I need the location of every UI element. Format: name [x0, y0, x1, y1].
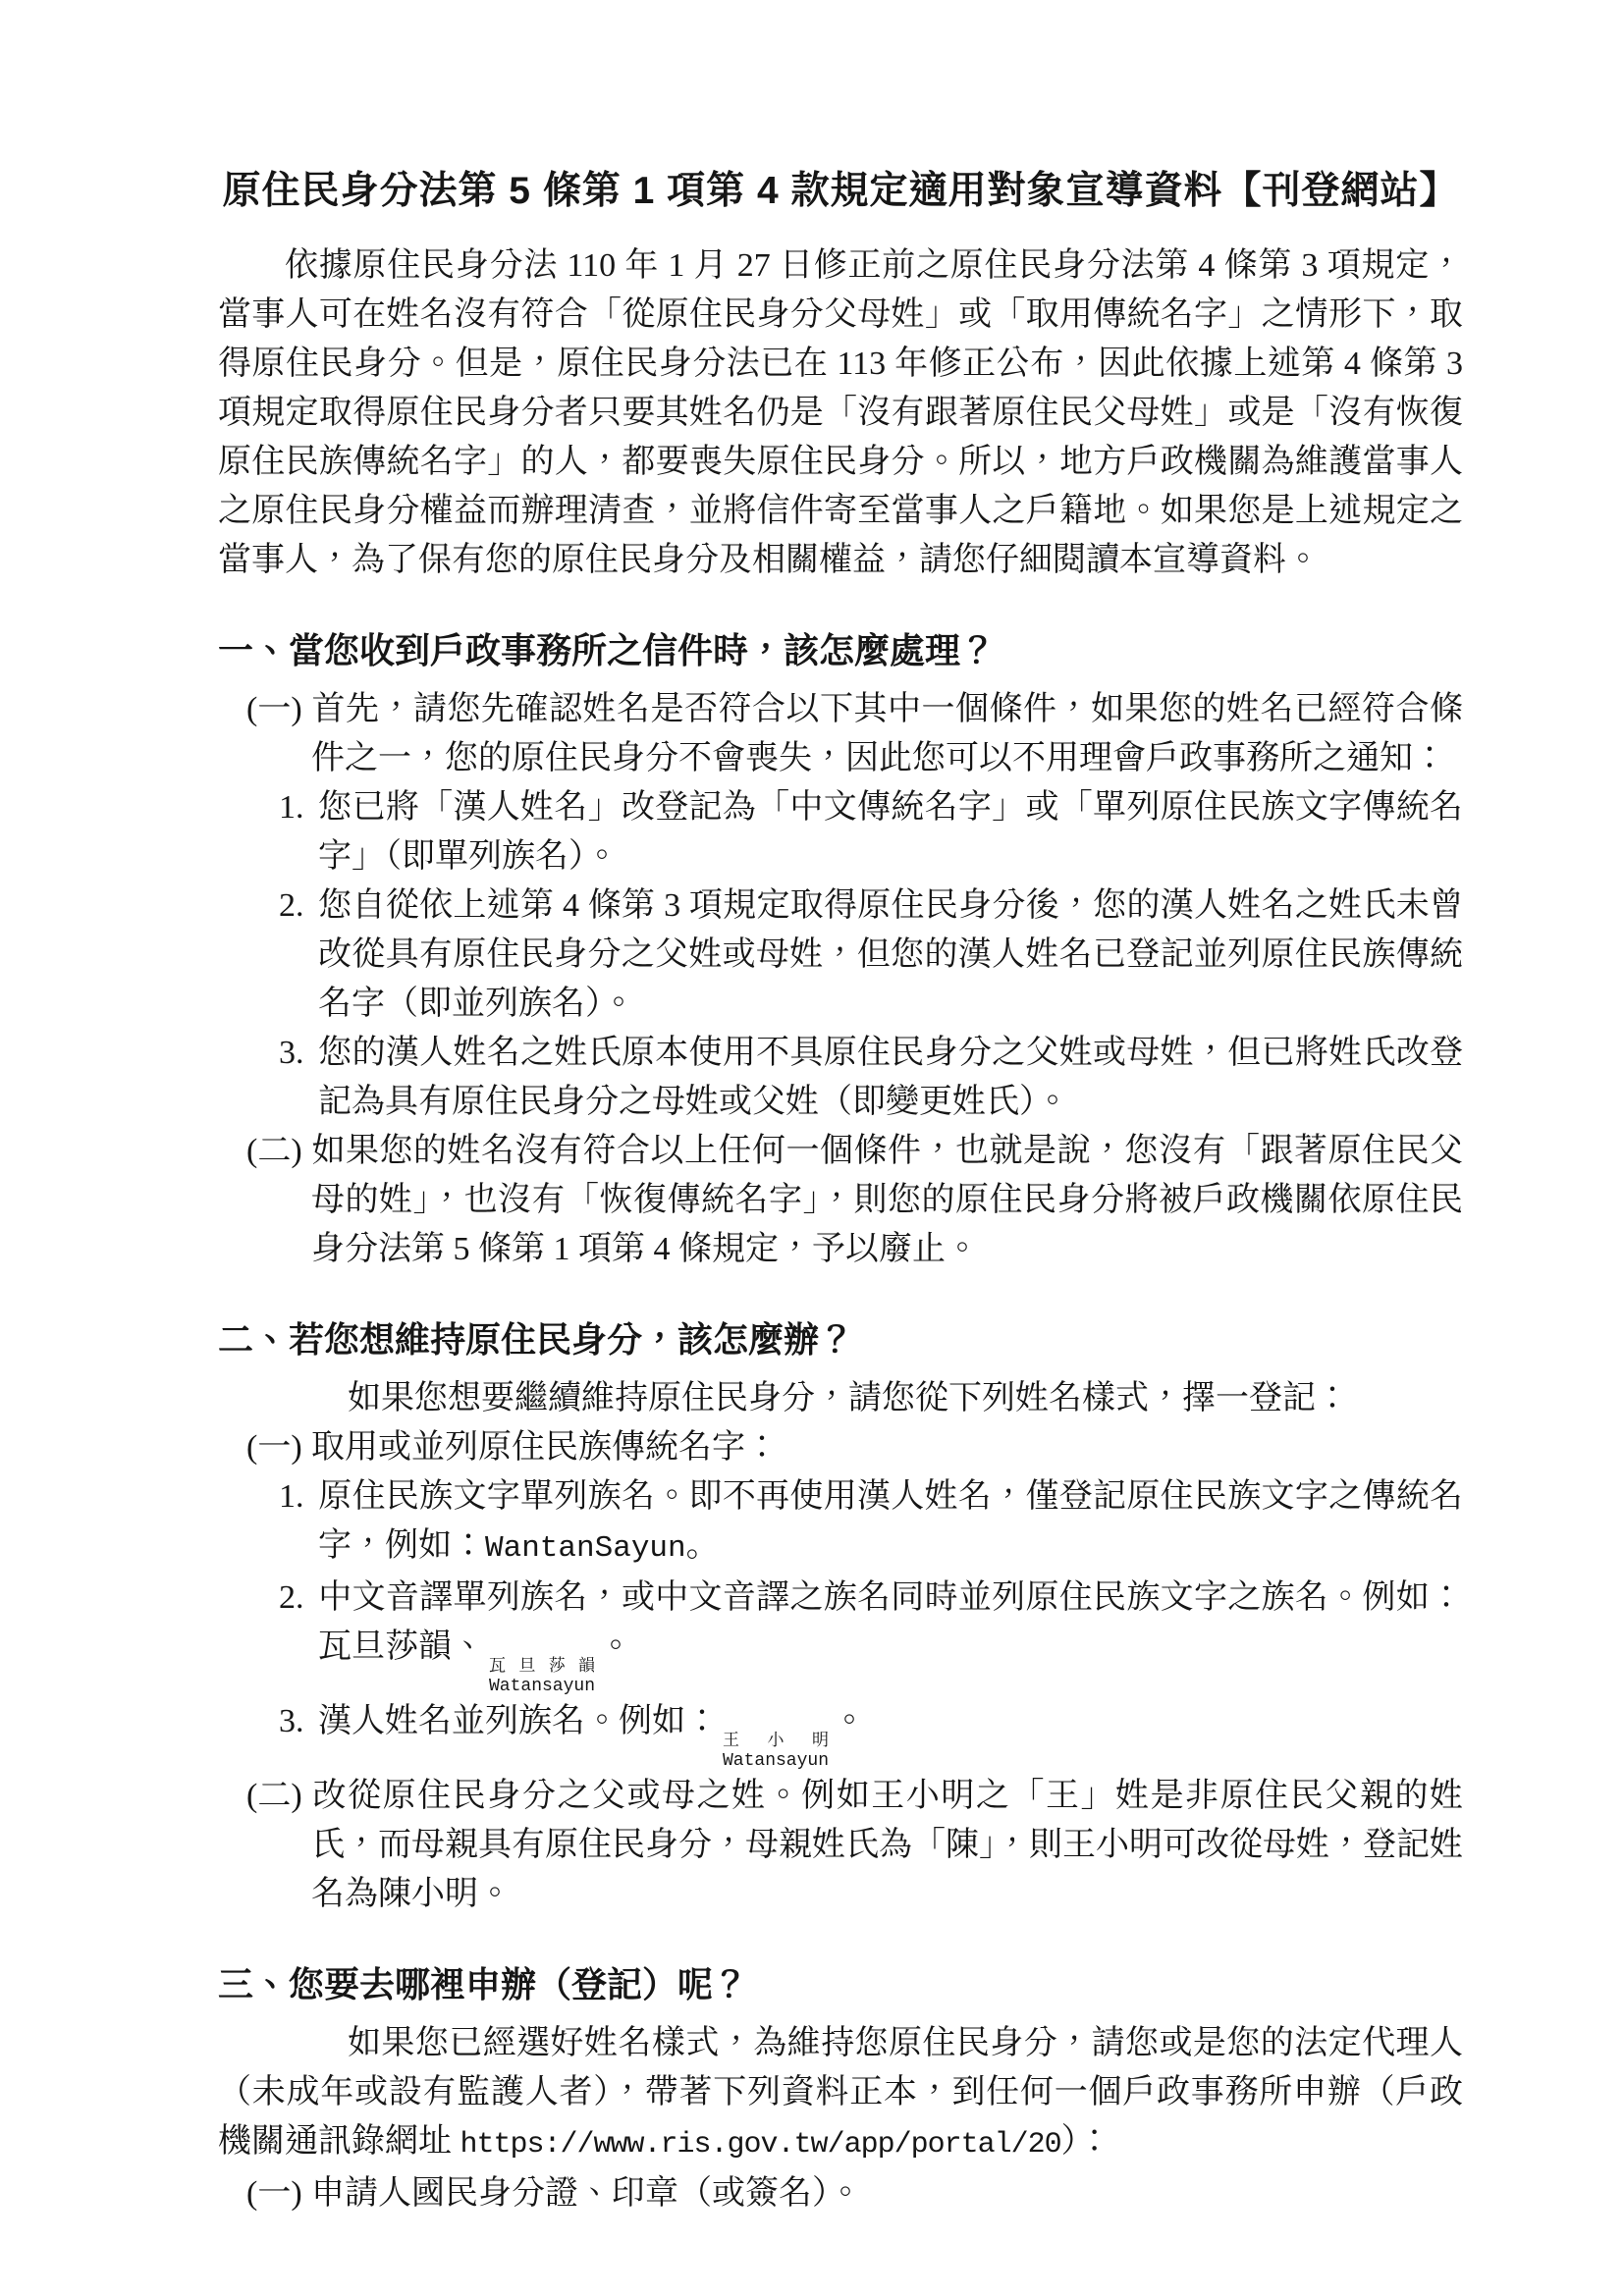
item-marker: (一)	[246, 1429, 302, 1466]
section-1	[218, 626, 1463, 1274]
section-2	[218, 1315, 1463, 1919]
list-item	[218, 1423, 1463, 1472]
ruby-bottom-text: Watansayun	[489, 1677, 596, 1696]
item-text: 中文音譯單列族名，或中文音譯之族名同時並列原住民族文字之族名。例如：瓦旦莎韻、	[318, 1579, 1463, 1665]
ruby-top-text: 王 小 明	[723, 1731, 830, 1749]
section-3	[218, 1960, 1463, 2218]
ruby-bottom-text: Watansayun	[723, 1751, 830, 1771]
item-text: 首先，請您先確認姓名是否符合以下其中一個條件，如果您的姓名已經符合條件之一，您的原住民身分不會喪失，因此您可以不用理會戶政事務所之通知：	[311, 691, 1463, 776]
item-text: 申請人國民身分證、印章（或簽名）。	[311, 2175, 862, 2212]
item-text: 。	[685, 1527, 720, 1564]
intro-text: ）：	[1060, 2123, 1111, 2160]
item-marker: 3.	[279, 1703, 304, 1739]
document-content	[218, 165, 1463, 2218]
item-text: 取用或並列原住民族傳統名字：	[311, 1429, 779, 1466]
intro-text: 如果您已經選好姓名樣式，為維持您原住民身分，請您或是您的法定代理人（未成年或設有監護人者），帶著下列資料正本，到任何一個戶政事務所申辦（戶政機關通訊錄網址	[218, 2025, 1463, 2160]
list-subitem	[218, 1472, 1463, 1574]
ruby-stack	[723, 1731, 829, 1772]
item-marker: (二)	[246, 1133, 302, 1169]
romanized-name: WantanSayun	[485, 1531, 686, 1566]
item-marker: (一)	[246, 691, 302, 727]
item-marker: (二)	[246, 1778, 302, 1814]
section-1-heading: 一、當您收到戶政事務所之信件時，該怎麼處理？	[218, 630, 997, 670]
item-marker: (一)	[246, 2175, 302, 2212]
ruby-stack	[489, 1656, 595, 1697]
list-item	[218, 1127, 1463, 1274]
item-marker: 2.	[279, 887, 304, 924]
item-text: 原住民族文字單列族名。即不再使用漢人姓名，僅登記原住民族文字之傳統名字，例如：	[318, 1478, 1463, 1564]
list-item	[218, 1772, 1463, 1919]
item-marker: 1.	[279, 789, 304, 826]
item-text: 。	[833, 1703, 867, 1739]
list-subitem	[218, 1029, 1463, 1127]
ruby-top-text: 瓦旦莎韻	[489, 1656, 596, 1675]
section-2-heading: 二、若您想維持原住民身分，該怎麼辦？	[218, 1319, 855, 1360]
item-text: 改從原住民身分之父或母之姓。例如王小明之「王」姓是非原住民父親的姓氏，而母親具有原住民身分，母親姓氏為「陳」，則王小明可改從母姓，登記姓名為陳小明。	[311, 1778, 1463, 1912]
item-marker: 3.	[279, 1035, 304, 1071]
list-item	[218, 685, 1463, 783]
section-3-heading: 三、您要去哪裡申辦（登記）呢？	[218, 1964, 749, 2004]
item-marker: 2.	[279, 1579, 304, 1616]
list-subitem	[218, 1697, 1463, 1772]
item-text: 。	[599, 1629, 633, 1665]
item-text: 您自從依上述第 4 條第 3 項規定取得原住民身分後，您的漢人姓名之姓氏未曾改從具有原住民身分之父姓或母姓，但您的漢人姓名已登記並列原住民族傳統名字（即並列族名）。	[318, 887, 1463, 1022]
section-3-intro	[218, 2019, 1463, 2169]
list-subitem	[218, 881, 1463, 1029]
section-2-intro: 如果您想要繼續維持原住民身分，請您從下列姓名樣式，擇一登記：	[348, 1380, 1349, 1416]
item-text: 您已將「漢人姓名」改登記為「中文傳統名字」或「單列原住民族文字傳統名字」（即單列族名）。	[318, 789, 1463, 875]
list-item	[218, 2169, 1463, 2218]
intro-paragraph: 依據原住民身分法 110 年 1 月 27 日修正前之原住民身分法第 4 條第 3 項規定，當事人可在姓名沒有符合「從原住民身分父母姓」或「取用傳統名字」之情形下，取得原住民身分。但是，原住民身分法已在 113 年修正公布，因此依據上述第 4 條第 3 項規定取得原住民身分者只要其姓名仍是「沒有跟著原住民父母姓」或是「沒有恢復原住民族傳統名字」的人，都要喪失原住民身分。所以，地方戶政機關為維護當事人之原住民身分權益而辦理清查，並將信件寄至當事人之戶籍地。如果您是上述規定之當事人，為了保有您的原住民身分及相關權益，請您仔細閱讀本宣導資料。	[218, 247, 1463, 578]
item-text: 您的漢人姓名之姓氏原本使用不具原住民身分之父姓或母姓，但已將姓氏改登記為具有原住民身分之母姓或父姓（即變更姓氏）。	[318, 1035, 1463, 1120]
list-subitem	[218, 1574, 1463, 1697]
item-marker: 1.	[279, 1478, 304, 1515]
list-subitem	[218, 783, 1463, 881]
document-title: 原住民身分法第 5 條第 1 項第 4 款規定適用對象宣導資料【刊登網站】	[222, 170, 1459, 212]
url-text: https://www.ris.gov.tw/app/portal/20	[460, 2128, 1061, 2162]
item-text: 漢人姓名並列族名。例如：	[318, 1703, 719, 1739]
item-text: 如果您的姓名沒有符合以上任何一個條件，也就是說，您沒有「跟著原住民父母的姓」，也沒有「恢復傳統名字」，則您的原住民身分將被戶政機關依原住民身分法第 5 條第 1 項第 4 條規定，予以廢止。	[311, 1133, 1463, 1267]
